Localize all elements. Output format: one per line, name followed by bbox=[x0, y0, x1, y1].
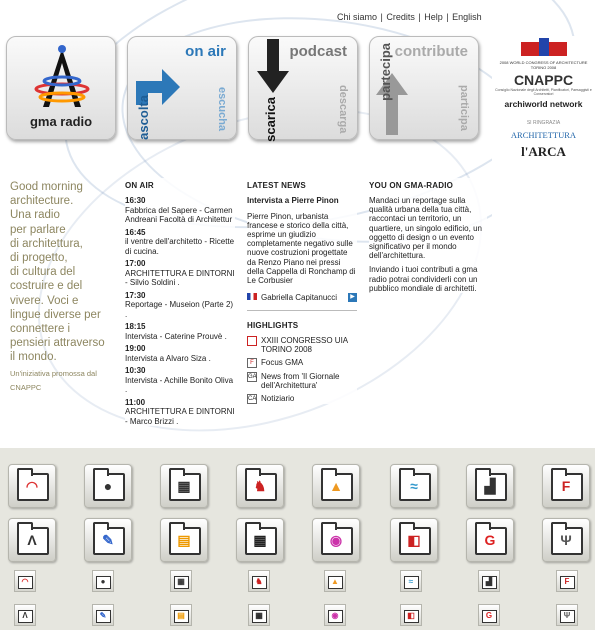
schedule-time: 19:00 bbox=[125, 344, 146, 353]
small-icon-button[interactable] bbox=[556, 604, 578, 626]
intro-text bbox=[10, 180, 118, 395]
pencil-icon: ✎ bbox=[99, 610, 107, 620]
pencil-icon: ✎ bbox=[102, 531, 114, 548]
latest-news-heading: LATEST NEWS bbox=[247, 181, 306, 190]
intro-subtitle: Un'iniziativa promossa dal CNAPPC bbox=[10, 368, 97, 392]
highlight-item[interactable] bbox=[247, 336, 357, 354]
small-icon-button[interactable] bbox=[14, 570, 36, 592]
contribute-tile[interactable] bbox=[369, 36, 479, 140]
schedule-list bbox=[125, 196, 235, 426]
schedule-time: 10:30 bbox=[125, 366, 146, 375]
icon-button[interactable] bbox=[390, 464, 438, 508]
intro-line: pensieri attraverso bbox=[10, 337, 105, 350]
small-icon-button[interactable] bbox=[92, 570, 114, 592]
schedule-program[interactable]: il ventre dell'architetto - Ricette di cucina. bbox=[125, 237, 235, 256]
icon-button[interactable] bbox=[390, 518, 438, 562]
intro-line: connettere i bbox=[10, 323, 71, 336]
schedule-time: 17:00 bbox=[125, 259, 146, 268]
intro-line: di progetto, bbox=[10, 252, 68, 265]
notes-icon: ▤ bbox=[177, 610, 185, 620]
icon-button[interactable] bbox=[160, 518, 208, 562]
camera-icon: ◉ bbox=[331, 610, 339, 620]
schedule-program[interactable]: Intervista - Achille Bonito Oliva . bbox=[125, 375, 234, 394]
gma-radio-logo-tile[interactable] bbox=[6, 36, 116, 140]
podcast-tile[interactable] bbox=[248, 36, 358, 140]
disc-icon: ● bbox=[103, 478, 113, 494]
schedule-program[interactable]: ARCHITETTURA E DINTORNI - Marco Brizzi . bbox=[125, 407, 235, 426]
speaker-icon: ◧ bbox=[407, 531, 421, 548]
archiworld-logo[interactable]: archiworld network bbox=[504, 99, 583, 109]
highlight-item[interactable] bbox=[247, 372, 357, 390]
icon-button[interactable] bbox=[84, 518, 132, 562]
intro-line: per parlare bbox=[10, 223, 66, 236]
lion-icon: ♞ bbox=[253, 477, 267, 494]
lion-icon: ♞ bbox=[255, 576, 263, 586]
schedule-program[interactable]: Fabbrica del Sapere - Carmen Andreani Facoltà di Architettur bbox=[125, 205, 233, 224]
radio-waves-icon: ◠ bbox=[21, 576, 29, 586]
schedule-program[interactable]: ARCHITETTURA E DINTORNI - Silvio Soldini . bbox=[125, 268, 235, 287]
uia-small-icon bbox=[247, 336, 257, 346]
grid-icon: ▦ bbox=[255, 610, 263, 620]
small-icon-button[interactable] bbox=[14, 604, 36, 626]
icon-button[interactable] bbox=[160, 464, 208, 508]
icon-button[interactable] bbox=[542, 518, 590, 562]
small-icon-button[interactable] bbox=[324, 604, 346, 626]
highlight-label: XXIII CONGRESSO UIA TORINO 2008 bbox=[261, 336, 348, 355]
descarga-label: descarga bbox=[337, 85, 349, 134]
podcast-title: podcast bbox=[289, 43, 347, 60]
latest-news-column bbox=[247, 178, 357, 404]
cnappc-subtext: Consiglio Nazionale degli Architetti, Pianificatori, Paesaggisti e Conservatori bbox=[495, 88, 592, 96]
small-icon-button[interactable] bbox=[400, 604, 422, 626]
participa-label: participa bbox=[458, 85, 470, 131]
french-flag-icon bbox=[247, 293, 257, 300]
architettura-logo[interactable]: ARCHITETTURA bbox=[510, 130, 577, 140]
highlight-label: Notiziario bbox=[261, 394, 295, 404]
play-icon[interactable]: ▶ bbox=[348, 293, 357, 302]
icon-button[interactable] bbox=[466, 518, 514, 562]
intro-line: vivere. Voci e bbox=[10, 294, 79, 307]
small-icon-button[interactable] bbox=[478, 570, 500, 592]
icon-button[interactable] bbox=[312, 518, 360, 562]
partner-logos bbox=[492, 36, 595, 448]
grid-icon: ▦ bbox=[253, 531, 267, 548]
nav-help[interactable]: Help bbox=[424, 12, 443, 22]
ascolta-label: ascolta bbox=[136, 95, 151, 140]
icon-button[interactable] bbox=[236, 464, 284, 508]
intro-line: Una radio bbox=[10, 209, 60, 222]
cnappc-text: CNAPPC bbox=[513, 72, 574, 88]
contribute-title: contribute bbox=[394, 43, 468, 60]
on-air-heading: ON AIR bbox=[125, 181, 154, 190]
letter-f-icon: F bbox=[561, 478, 571, 494]
intro-line: di cultura del bbox=[10, 266, 76, 279]
disc-icon: ● bbox=[100, 576, 106, 586]
calendar-icon: ▦ bbox=[177, 477, 191, 494]
nav-chi-siamo[interactable]: Chi siamo bbox=[337, 12, 378, 22]
arrow-down-icon bbox=[253, 37, 303, 97]
schedule-time: 16:30 bbox=[125, 196, 146, 205]
partecipa-label: partecipa bbox=[378, 43, 393, 101]
logo-label: gma radio bbox=[29, 114, 93, 129]
uia-logo[interactable] bbox=[492, 38, 595, 70]
small-icon-button[interactable] bbox=[248, 604, 270, 626]
fork-icon: Ψ bbox=[563, 610, 571, 620]
highlight-item[interactable] bbox=[247, 358, 357, 368]
icon-button[interactable] bbox=[84, 464, 132, 508]
notiziario-icon: CA bbox=[248, 396, 257, 403]
factory-icon: ▟ bbox=[484, 477, 496, 494]
camera-icon: ◉ bbox=[329, 531, 343, 548]
icon-button[interactable] bbox=[8, 518, 56, 562]
highlight-label: News from 'Il Giornale dell'Architettura' bbox=[261, 372, 340, 391]
escucha-label: escucha bbox=[216, 87, 228, 132]
you-on-paragraph-1: Mandaci un reportage sulla qualità urbana della tua città, raccontaci un territorio, un quartiere, un singolo edificio, un oggetto di design o un evento significativo per il mondo dell'architettura. bbox=[369, 196, 482, 261]
nav-english[interactable]: English bbox=[452, 12, 482, 22]
small-icon-button[interactable] bbox=[248, 570, 270, 592]
si-ringrazia-label: SI RINGRAZIA bbox=[526, 120, 561, 126]
nav-separator: | bbox=[380, 12, 383, 22]
calendar-icon: ▦ bbox=[177, 576, 185, 586]
icon-button[interactable] bbox=[542, 464, 590, 508]
scarica-label: scarica bbox=[263, 97, 278, 142]
intro-line: il mondo. bbox=[10, 351, 57, 364]
small-icon-button[interactable] bbox=[556, 570, 578, 592]
icon-button[interactable] bbox=[8, 464, 56, 508]
news-icon: GA bbox=[248, 374, 257, 381]
schedule-program[interactable]: Intervista a Alvaro Siza . bbox=[125, 353, 211, 363]
nav-separator: | bbox=[418, 12, 421, 22]
uia-icon bbox=[519, 38, 569, 58]
book-icon: ▲ bbox=[331, 576, 339, 586]
book-icon: ▲ bbox=[329, 478, 343, 494]
speaker-icon: ◧ bbox=[407, 610, 415, 620]
gma-radio-logo-icon bbox=[7, 41, 117, 121]
nav-credits[interactable]: Credits bbox=[386, 12, 415, 22]
you-on-heading: YOU ON GMA-RADIO bbox=[369, 181, 454, 190]
news-body: Pierre Pinon, urbanista francese e storico della città, esprime un giudizio completamente negativo sulle nuove costruzioni progettate da Renzo Piano nei pressi della Cappella di Ronchamp di Le Corbusier bbox=[247, 211, 356, 285]
radio-waves-icon: ◠ bbox=[25, 477, 39, 494]
fork-icon: Ψ bbox=[560, 532, 572, 548]
small-icon-button[interactable] bbox=[478, 604, 500, 626]
arca-logo[interactable]: l'ARCA bbox=[521, 144, 566, 159]
schedule-program[interactable]: Intervista - Caterine Prouvè . bbox=[125, 331, 227, 341]
news-author[interactable]: Gabriella Capitanucci bbox=[261, 293, 338, 303]
on-air-tile[interactable] bbox=[127, 36, 237, 140]
wave-icon: ≈ bbox=[408, 576, 414, 586]
highlights-heading: HIGHLIGHTS bbox=[247, 321, 299, 331]
wave-icon: ≈ bbox=[410, 478, 418, 494]
f-icon: F bbox=[247, 358, 257, 368]
cnappc-logo[interactable] bbox=[492, 72, 595, 96]
highlight-item[interactable] bbox=[247, 394, 357, 404]
small-icon-button[interactable] bbox=[400, 570, 422, 592]
top-navigation bbox=[337, 12, 482, 22]
on-air-title: on air bbox=[185, 43, 226, 60]
letter-f-icon: F bbox=[564, 576, 570, 586]
icon-grid bbox=[0, 448, 595, 630]
small-icon-button[interactable] bbox=[170, 604, 192, 626]
compass-icon: Λ bbox=[22, 610, 28, 620]
g-logo-icon: G bbox=[484, 532, 496, 548]
intro-line: costruire e del bbox=[10, 280, 83, 293]
schedule-time: 16:45 bbox=[125, 227, 146, 237]
schedule-program[interactable]: Reportage - Museion (Parte 2) . bbox=[125, 300, 234, 319]
news-title[interactable]: Intervista a Pierre Pinon bbox=[247, 196, 339, 205]
notes-icon: ▤ bbox=[177, 531, 191, 548]
intro-line: lingue diverse per bbox=[10, 308, 101, 321]
intro-line: di architettura, bbox=[10, 237, 83, 250]
factory-icon: ▟ bbox=[485, 576, 493, 586]
nav-separator: | bbox=[446, 12, 449, 22]
small-icon-button[interactable] bbox=[324, 570, 346, 592]
schedule-time: 17:30 bbox=[125, 290, 146, 300]
news-author-row bbox=[247, 293, 357, 302]
intro-line: Good morning bbox=[10, 181, 83, 193]
on-air-column bbox=[125, 178, 235, 426]
icon-button[interactable] bbox=[466, 464, 514, 508]
you-on-column bbox=[369, 178, 487, 293]
intro-line: architecture. bbox=[10, 195, 74, 208]
uia-text: 2008 WORLD CONGRESS OF ARCHITECTURE TORINO 2008 bbox=[499, 60, 588, 70]
compass-icon: Λ bbox=[27, 532, 37, 548]
g-logo-icon: G bbox=[485, 610, 493, 620]
highlight-label: Focus GMA bbox=[261, 358, 304, 368]
icon-button[interactable] bbox=[236, 518, 284, 562]
icon-button[interactable] bbox=[312, 464, 360, 508]
small-icon-button[interactable] bbox=[170, 570, 192, 592]
schedule-time: 18:15 bbox=[125, 322, 146, 331]
small-icon-button[interactable] bbox=[92, 604, 114, 626]
you-on-paragraph-2: Inviando i tuoi contributi a gma radio potrai condividerli con un pubblico mondiale di architetti. bbox=[369, 265, 478, 293]
divider bbox=[247, 310, 357, 311]
schedule-time: 11:00 bbox=[125, 397, 146, 407]
